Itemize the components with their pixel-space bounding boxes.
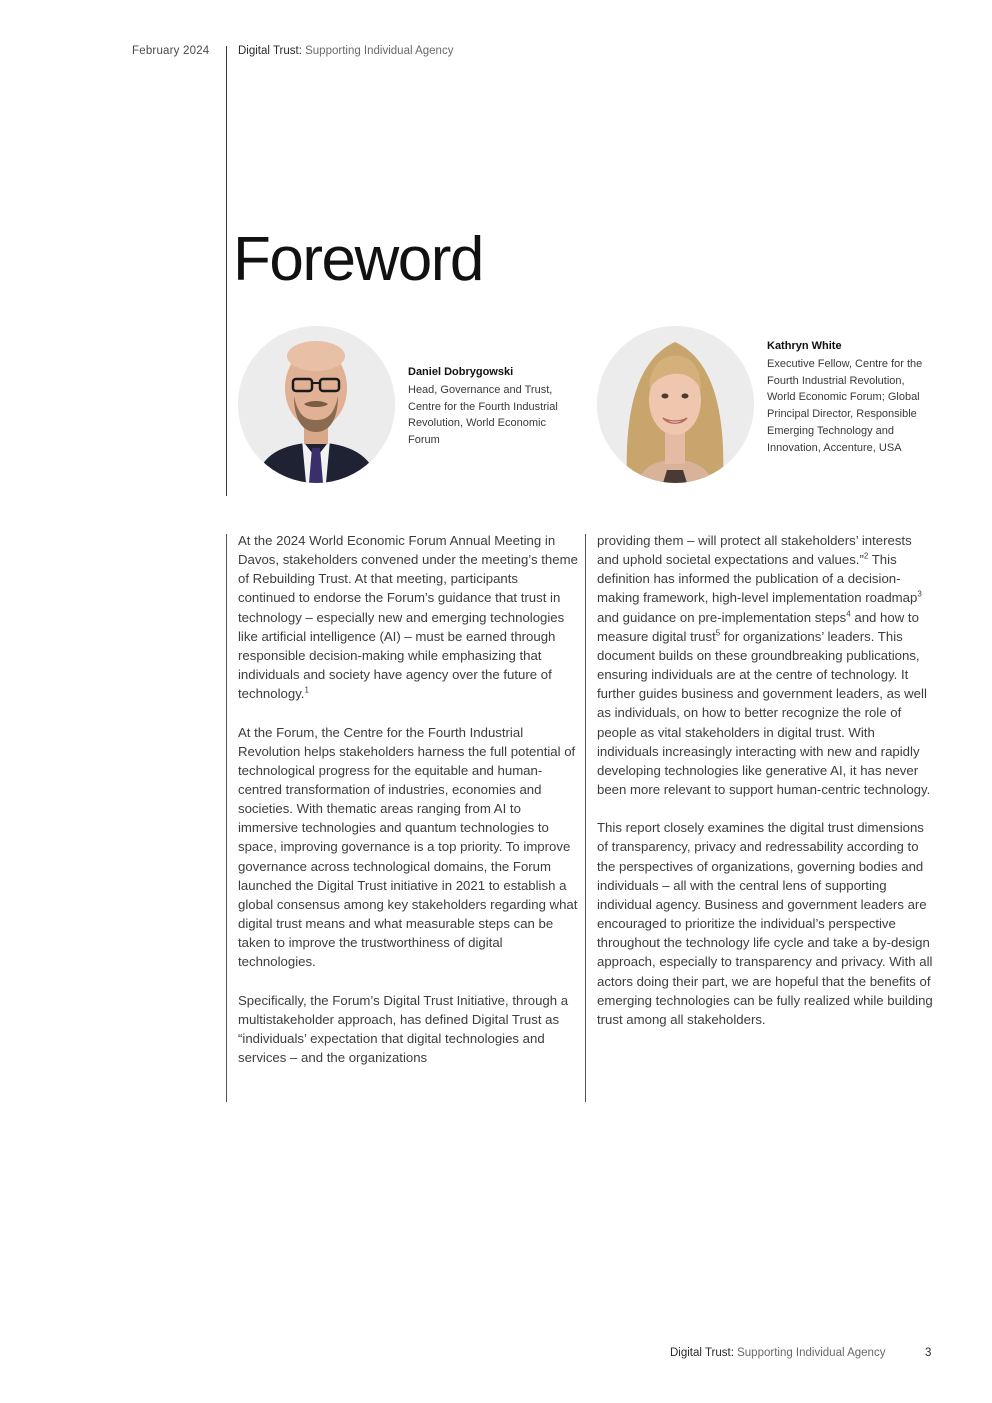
paragraph-3: Specifically, the Forum’s Digital Trust Initiative, through a multistakeholder approach, has defined Digital Trust as “individuals’ expectation that digital technologies and services – and the organizations — [238, 992, 569, 1066]
paragraph-4-text-e: for organizations’ leaders. This document builds on these groundbreaking publications, ensuring individuals are at the centre of technology. It further guides business and government leaders, as well as individuals, on how to better recognize the role of people as vital stakeholders in digital trust. With individuals increasingly interacting with new and rapidly developing technologies like generative AI, it has never been more relevant to support human-centric technology. — [597, 628, 931, 798]
author-name: Daniel Dobrygowski — [408, 366, 514, 378]
header-date: February 2024 — [132, 45, 210, 57]
header-title-rest: Supporting Individual Agency — [301, 45, 454, 57]
footnote-ref-1: 1 — [304, 685, 309, 695]
header-title — [238, 45, 453, 57]
portrait-kathryn-white — [597, 326, 754, 483]
footnote-ref-2: 2 — [863, 551, 869, 561]
footer-title-bold: Digital Trust: — [670, 1347, 734, 1359]
author-kathryn-white — [767, 338, 927, 457]
paragraph-4-text-d: and how to measure digital trust — [597, 609, 919, 644]
footer-title — [670, 1347, 885, 1359]
paragraph-4-text-c: and guidance on pre-implementation steps — [597, 609, 847, 625]
page-title: Foreword — [233, 225, 483, 294]
portrait-daniel-dobrygowski — [238, 326, 395, 483]
left-column-rule — [226, 534, 227, 1102]
author-role: Executive Fellow, Centre for the Fourth Industrial Revolution, World Economic Forum; Global Principal Director, Responsible Emerging Technology and Innovation, Accenture, USA — [767, 357, 923, 454]
paragraph-4-text-b: This definition has informed the publication of a decision-making framework, high-level implementation roadmap — [597, 552, 918, 606]
header-title-bold: Digital Trust: — [238, 45, 302, 57]
footnote-ref-4: 4 — [846, 609, 851, 619]
body-column-right — [597, 531, 937, 1048]
paragraph-1 — [238, 531, 578, 703]
body-column-left — [238, 531, 578, 1086]
paragraph-5: This report closely examines the digital trust dimensions of transparency, privacy and redressability according to the perspectives of organizations, governing bodies and individuals – all with the central lens of supporting individual agency. Business and government leaders are encouraged to prioritize the individual’s perspective throughout the technology life cycle and take a by-design approach, especially to transparency and privacy. With all actors doing their part, we are hopeful that the benefits of emerging technologies can be fully realized while building trust among all stakeholders. — [597, 820, 933, 1027]
footnote-ref-3: 3 — [917, 590, 922, 600]
footnote-ref-5: 5 — [715, 628, 721, 638]
author-role: Head, Governance and Trust, Centre for the Fourth Industrial Revolution, World Economic Forum — [408, 383, 558, 447]
paragraph-2: At the Forum, the Centre for the Fourth Industrial Revolution helps stakeholders harness the full potential of technological progress for the equitable and human-centred transformation of industries, economies and societies. With thematic areas ranging from AI to immersive technologies and quantum technologies to space, improving governance is a top priority. To improve governance across technological domains, the Forum launched the Digital Trust initiative in 2021 to establish a global consensus among key stakeholders regarding what digital trust means and what measurable steps can be taken to improve the trustworthiness of digital technologies. — [238, 724, 578, 970]
column-divider — [585, 534, 586, 1102]
author-daniel-dobrygowski — [408, 364, 568, 449]
woman-portrait-image — [597, 326, 754, 483]
paragraph-1-text: At the 2024 World Economic Forum Annual Meeting in Davos, stakeholders convened under the meeting’s theme of Rebuilding Trust. At that meeting, participants continued to endorse the Forum’s guidance that trust in technology – especially new and emerging technologies like artificial intelligence (AI) – must be earned through responsible decision-making while emphasizing that individuals and society have agency over the future of technology. — [238, 533, 578, 702]
paragraph-4-text-a: providing them – will protect all stakeholders’ interests and uphold societal expectations and values.” — [597, 533, 912, 568]
paragraph-4 — [597, 531, 937, 799]
author-name: Kathryn White — [767, 340, 842, 352]
page-number: 3 — [925, 1347, 932, 1359]
footer-title-rest: Supporting Individual Agency — [733, 1347, 886, 1359]
header-divider — [226, 46, 227, 496]
man-portrait-image — [238, 326, 395, 483]
